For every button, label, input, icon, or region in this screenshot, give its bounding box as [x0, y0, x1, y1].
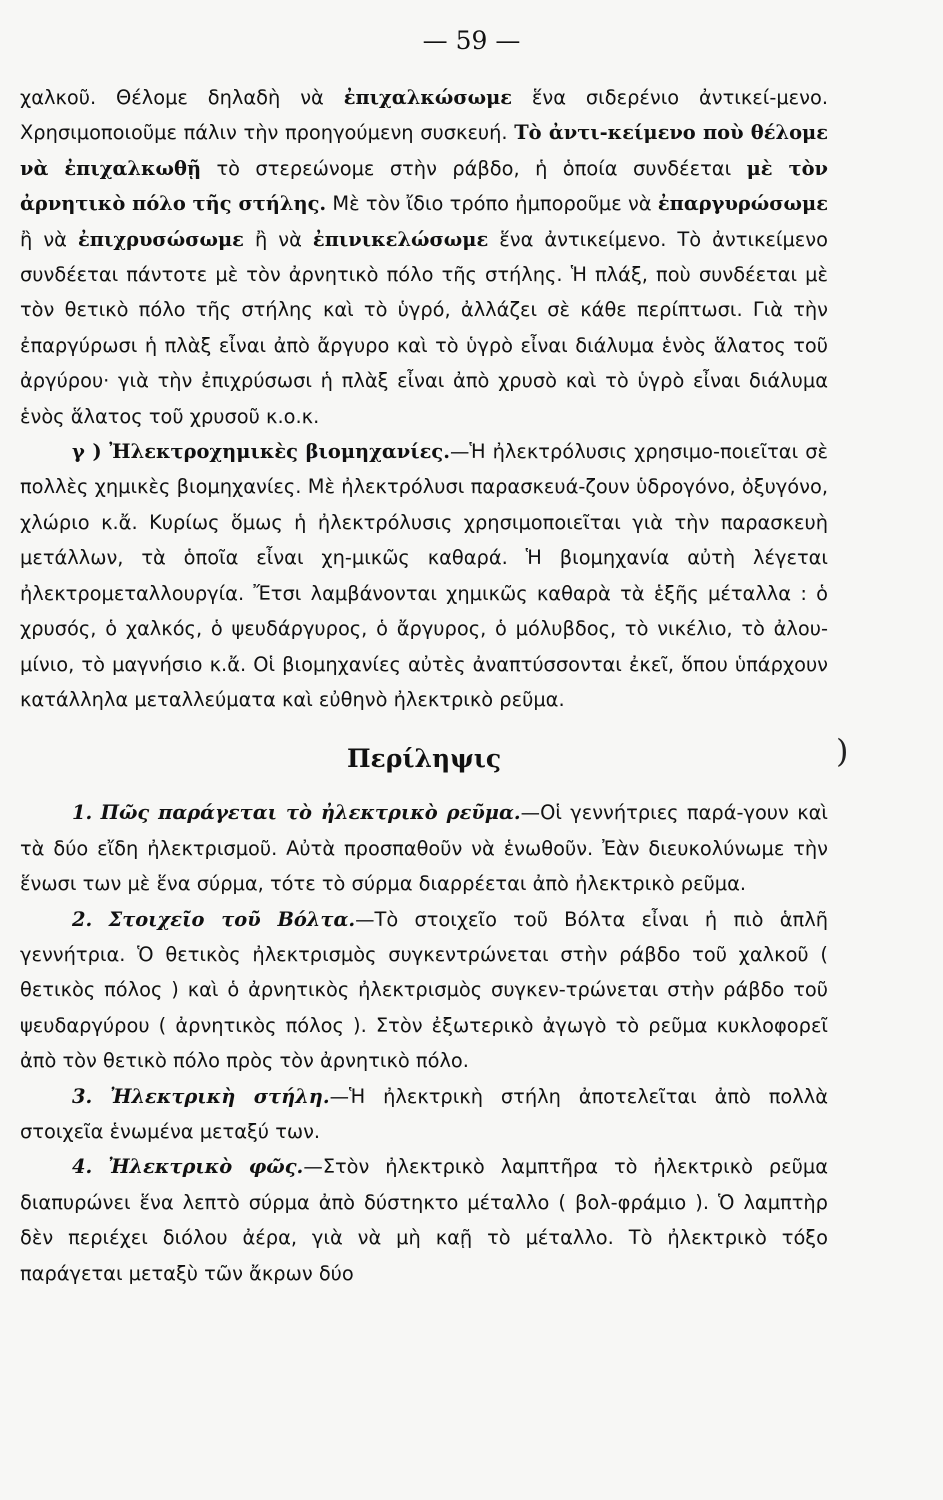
summary-item-1-text: —Οἱ γεννήτριες παρά-γουν καὶ τὰ δύο εἴδη ἠλεκτρισμοῦ. Αὐτὰ προσπαθοῦν νὰ ἑνωθοῦν. Ἐὰν διευκολύνωμε τὴν ἕνωσι των μὲ ἕνα σύρμα, τότε τὸ σύρμα διαρρέεται ἀπὸ ἠλεκτρικὸ ρεῦμα.: [20, 801, 828, 896]
intro-bold-6: ἐπινικελώσωμε: [312, 227, 489, 251]
summary-item-2-title: Στοιχεῖο τοῦ Βόλτα.: [108, 907, 356, 931]
intro-text-4: Μὲ τὸν ἴδιο τρόπο ἠμποροῦμε νὰ: [326, 192, 658, 216]
summary-item-4-num: 4.: [72, 1155, 93, 1179]
summary-item-4-title: Ἠλεκτρικὸ φῶς.: [108, 1155, 304, 1179]
summary-item-1: [20, 795, 828, 901]
summary-item-3-text: —Ἡ ἠλεκτρικὴ στήλη ἀποτελεῖται ἀπὸ πολλὰ στοιχεῖα ἑνωμένα μεταξύ των.: [20, 1084, 829, 1143]
summary-heading: Περίληψις: [346, 744, 502, 774]
intro-bold-4: ἐπαργυρώσωμε: [657, 192, 828, 216]
summary-item-4-text: —Στὸν ἠλεκτρικὸ λαμπτῆρα τὸ ἠλεκτρικὸ ρεῦμα διαπυρώνει ἕνα λεπτὸ σύρμα ἀπὸ δύστηκτο μέταλλο ( βολ-φράμιο ). Ὁ λαμπτὴρ δὲν περιέχει διόλου ἀέρα, γιὰ νὰ μὴ καῇ τὸ μέταλλο. Τὸ ἠλεκτρικὸ τόξο παράγεται μεταξὺ τῶν ἄκρων δύο: [20, 1155, 828, 1285]
intro-text-3: τὸ στερεώνομε στὴν ράβδο, ἡ ὁποία συνδέεται: [201, 156, 747, 180]
intro-bold-1: ἐπιχαλκώσωμε: [343, 86, 513, 109]
intro-bold-3: μὲ τὸν ἀρνητικὸ πόλο τῆς στήλης.: [20, 156, 828, 216]
intro-paragraph: [20, 80, 828, 434]
summary-item-2: [20, 902, 828, 1079]
section-c-text: —Ἡ ἠλεκτρόλυσις χρησιμο-ποιεῖται σὲ πολλὲς χημικὲς βιομηχανίες. Μὲ ἠλεκτρόλυσι παρασκευά-ζουν ὑδρογόνο, ὀξυγόνο, χλώριο κ.ἄ. Κυρίως ὅμως ἡ ἠλεκτρόλυσις χρησιμοποιεῖται γιὰ τὴν παρασκευὴ μετάλλων, τὰ ὁποῖα εἶναι χη-μικῶς καθαρά. Ἡ βιομηχανία αὐτὴ λέγεται ἠλεκτρομεταλλουργία. Ἔτσι λαμβάνονται χημικῶς καθαρὰ τὰ ἑξῆς μέταλλα : ὁ χρυσός, ὁ χαλκός, ὁ ψευδάργυρος, ὁ ἄργυρος, ὁ μόλυβδος, τὸ νικέλιο, τὸ ἀλου-μίνιο, τὸ μαγνήσιο κ.ἄ. Οἱ βιομηχανίες αὐτὲς ἀναπτύσσονται ἐκεῖ, ὅπου ὑπάρχουν κατάλληλα μεταλλεύματα καὶ εὐθηνὸ ἠλεκτρικὸ ρεῦμα.: [20, 440, 828, 711]
intro-text-2: ἕνα σιδερένιο ἀντικεί-μενο. Χρησιμοποιοῦμε πάλιν τὴν προηγούμενη συσκευή.: [20, 86, 828, 145]
summary-item-2-text: —Τὸ στοιχεῖο τοῦ Βόλτα εἶναι ἡ πιὸ ἁπλῆ γεννήτρια. Ὁ θετικὸς ἠλεκτρισμὸς συγκεντρώνεται στὴν ράβδο τοῦ χαλκοῦ ( θετικὸς πόλος ) καὶ ὁ ἀρνητικὸς ἠλεκτρισμὸς συγκεν-τρώνεται στὴν ράβδο τοῦ ψευδαργύρου ( ἀρνητικὸς πόλος ). Στὸν ἐξωτερικὸ ἀγωγὸ τὸ ρεῦμα κυκλοφορεῖ ἀπὸ τὸν θετικὸ πόλο πρὸς τὸν ἀρνητικὸ πόλο.: [20, 907, 828, 1073]
intro-text-1: χαλκοῦ. Θέλομε δηλαδὴ νὰ: [20, 86, 344, 109]
summary-item-4: [20, 1149, 828, 1291]
summary-item-3-num: 3.: [72, 1084, 93, 1108]
margin-pencil-mark: ): [836, 732, 849, 770]
summary-item-1-num: 1.: [72, 801, 93, 825]
intro-text-7: ἕνα ἀντικείμενο. Τὸ ἀντικείμενο συνδέεται πάντοτε μὲ τὸν ἀρνητικὸ πόλο τῆς στήλης. Ἡ πλάξ, ποὺ συνδέεται μὲ τὸν θετικὸ πόλο τῆς στήλης καὶ τὸ ὑγρό, ἀλλάζει σὲ κάθε περίπτωσι. Γιὰ τὴν ἐπαργύρωσι ἡ πλὰξ εἶναι ἀπὸ ἄργυρο καὶ τὸ ὑγρὸ εἶναι διάλυμα ἑνὸς ἅλατος τοῦ ἀργύρου· γιὰ τὴν ἐπιχρύσωσι ἡ πλὰξ εἶναι ἀπὸ χρυσὸ καὶ τὸ ὑγρὸ εἶναι διάλυμα ἑνὸς ἅλατος τοῦ χρυσοῦ κ.ο.κ.: [20, 227, 828, 428]
summary-item-3: [20, 1079, 828, 1150]
summary-item-2-num: 2.: [72, 907, 93, 931]
section-c-label: γ ) Ἠλεκτροχημικὲς βιομηχανίες.: [72, 440, 450, 464]
section-c-paragraph: [20, 434, 828, 717]
intro-bold-5: ἐπιχρυσώσωμε: [77, 227, 244, 251]
intro-text-5: ἢ νὰ: [20, 227, 78, 251]
summary-item-3-title: Ἠλεκτρικὴ στήλη.: [110, 1084, 330, 1108]
intro-text-6: ἢ νὰ: [243, 227, 313, 251]
page-number: — 59 —: [422, 26, 521, 55]
intro-bold-2: Τὸ ἀντι-κείμενο ποὺ θέλομε νὰ ἐπιχαλκωθῇ: [20, 121, 828, 180]
body-text: [20, 80, 828, 1291]
summary-item-1-title: Πῶς παράγεται τὸ ἠλεκτρικὸ ρεῦμα.: [100, 801, 521, 825]
